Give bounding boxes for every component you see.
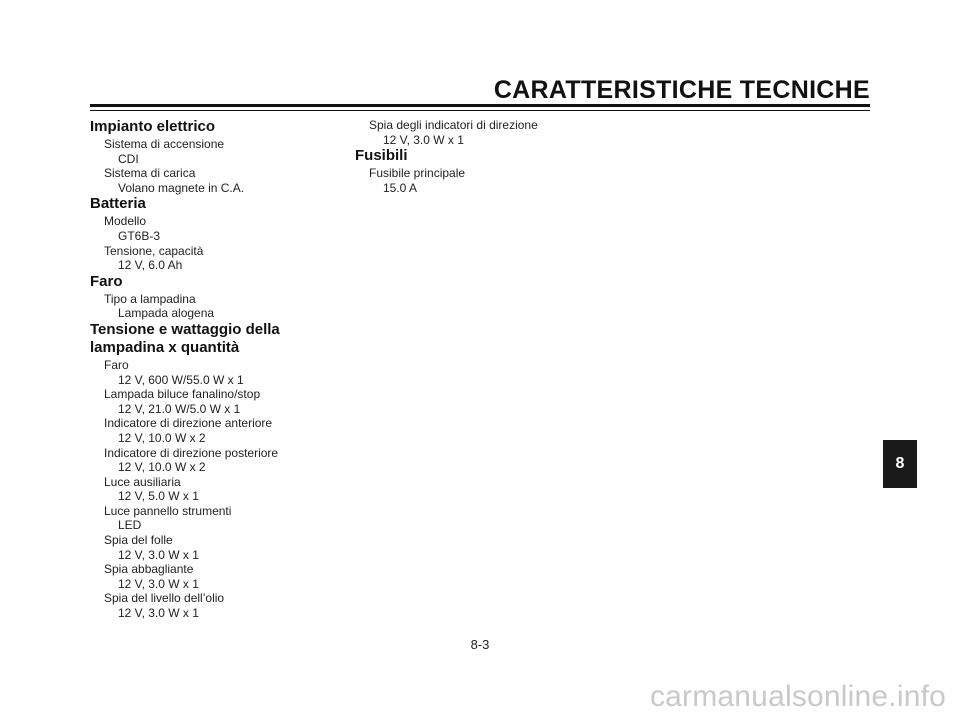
spec-value: Lampada alogena <box>118 306 215 321</box>
spec-label: Fusibile principale <box>369 166 466 181</box>
header-rule-thin <box>90 110 870 111</box>
chapter-tab-number: 8 <box>895 455 905 472</box>
header-rule-thick <box>90 104 870 107</box>
spec-value: GT6B-3 <box>118 228 161 243</box>
spec-label: Luce pannello strumenti <box>104 503 232 518</box>
spec-label: Sistema di carica <box>104 166 196 181</box>
spec-column-left <box>90 118 350 621</box>
watermark: carmanualsonline.info <box>649 680 946 713</box>
spec-value: 12 V, 21.0 W/5.0 W x 1 <box>118 401 241 416</box>
spec-value: 12 V, 6.0 Ah <box>118 258 183 273</box>
section-heading: Batteria <box>90 195 146 213</box>
spec-label: Sistema di accensione <box>104 137 225 151</box>
spec-label: Tensione, capacità <box>104 243 204 258</box>
page-title: CARATTERISTICHE TECNICHE <box>493 76 870 104</box>
spec-value: 12 V, 600 W/55.0 W x 1 <box>118 372 244 387</box>
spec-column-right <box>355 118 615 195</box>
spec-label: Lampada biluce fanalino/stop <box>104 387 261 402</box>
spec-label: Spia del livello dell’olio <box>104 591 225 606</box>
page-number: 8-3 <box>470 637 490 652</box>
spec-value: LED <box>118 518 142 533</box>
spec-value: 12 V, 10.0 W x 2 <box>118 430 206 445</box>
spec-value: 12 V, 3.0 W x 1 <box>118 547 199 562</box>
section-heading: Impianto elettrico <box>90 118 216 135</box>
spec-label: Faro <box>104 357 129 372</box>
section-heading: Fusibili <box>355 147 408 165</box>
section-heading: lampadina x quantità <box>90 338 240 356</box>
spec-value: 12 V, 10.0 W x 2 <box>118 460 206 475</box>
spec-value: 15.0 A <box>383 180 418 195</box>
spec-label: Spia del folle <box>104 533 173 548</box>
spec-value: Volano magnete in C.A. <box>118 180 245 195</box>
spec-label: Modello <box>104 214 147 229</box>
spec-label: Spia abbagliante <box>104 562 194 577</box>
spec-value: 12 V, 3.0 W x 1 <box>118 576 199 591</box>
spec-label: Indicatore di direzione anteriore <box>104 416 273 431</box>
spec-label: Tipo a lampadina <box>104 291 196 306</box>
spec-value: 12 V, 3.0 W x 1 <box>118 606 199 621</box>
chapter-tab[interactable] <box>883 440 917 488</box>
section-heading: Tensione e wattaggio della <box>90 320 280 338</box>
spec-label: Spia degli indicatori di direzione <box>369 118 538 132</box>
spec-label: Luce ausiliaria <box>104 474 181 489</box>
spec-value: 12 V, 5.0 W x 1 <box>118 489 199 504</box>
section-heading: Faro <box>90 272 123 290</box>
spec-label: Indicatore di direzione posteriore <box>104 445 279 460</box>
spec-value: 12 V, 3.0 W x 1 <box>383 132 464 147</box>
spec-value: CDI <box>118 151 139 166</box>
